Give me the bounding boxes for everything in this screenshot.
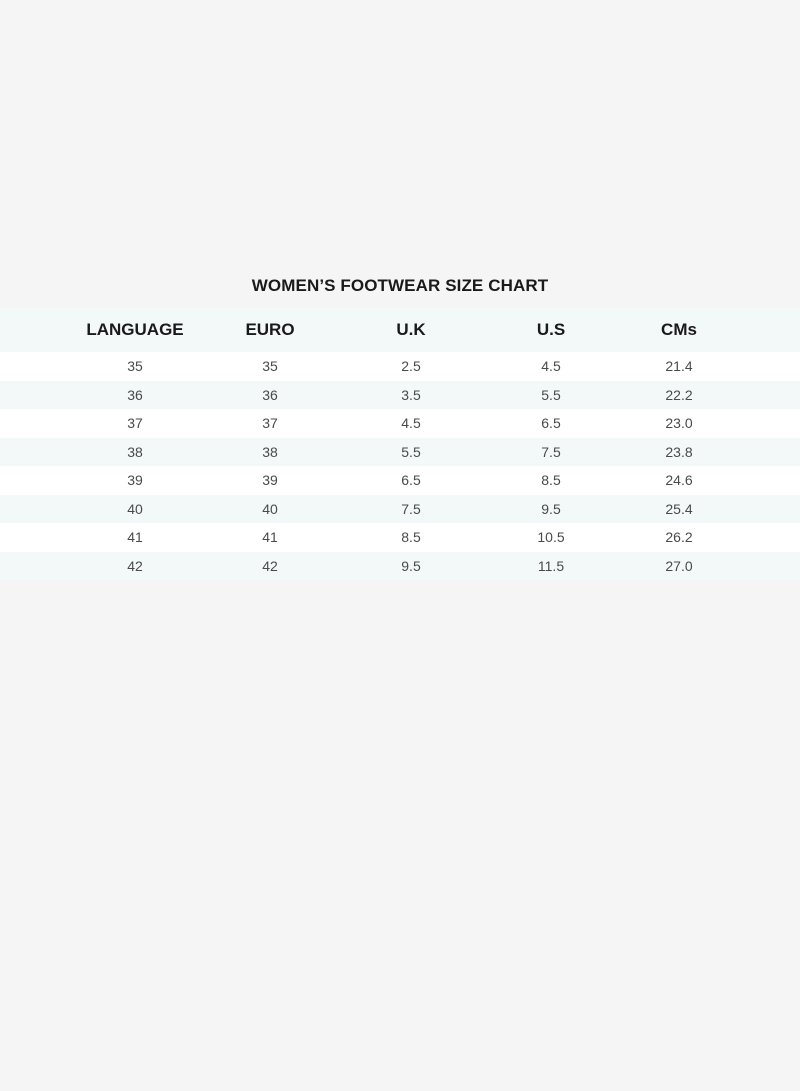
table-cell-cms: 21.4 [665, 358, 693, 374]
table-header-row [0, 308, 800, 352]
column-header-us: U.S [536, 320, 566, 339]
table-cell-euro: 36 [262, 386, 278, 403]
table-cell-uk: 4.5 [401, 415, 421, 431]
table-cell-uk: 7.5 [401, 500, 421, 517]
table-cell-us: 4.5 [541, 358, 561, 374]
table-row [0, 352, 800, 381]
table-cell-euro: 35 [262, 358, 278, 374]
table-cell-euro: 38 [262, 443, 278, 460]
chart-title: WOMEN’S FOOTWEAR SIZE CHART [251, 276, 549, 295]
table-cell-language: 38 [127, 443, 143, 460]
table-cell-cms: 23.0 [665, 415, 693, 431]
table-cell-cms: 27.0 [665, 557, 693, 574]
table-cell-language: 36 [127, 386, 143, 403]
table-cell-uk: 8.5 [401, 529, 421, 545]
table-row [0, 552, 800, 581]
table-cell-euro: 39 [262, 472, 278, 488]
table-cell-language: 39 [127, 472, 143, 488]
column-header-cms: CMs [661, 320, 697, 339]
table-cell-cms: 22.2 [665, 386, 693, 403]
table-row [0, 381, 800, 410]
table-cell-us: 7.5 [541, 443, 561, 460]
table-row [0, 409, 800, 438]
table-cell-us: 6.5 [541, 415, 561, 431]
table-cell-euro: 40 [262, 500, 278, 517]
table-cell-language: 37 [127, 415, 143, 431]
table-cell-us: 10.5 [537, 529, 565, 545]
table-cell-cms: 26.2 [665, 529, 693, 545]
table-cell-language: 41 [127, 529, 143, 545]
size-table [0, 308, 800, 580]
table-cell-language: 42 [127, 557, 143, 574]
table-cell-euro: 42 [262, 557, 278, 574]
table-cell-uk: 6.5 [401, 472, 421, 488]
table-cell-uk: 2.5 [401, 358, 421, 374]
table-cell-language: 35 [127, 358, 143, 374]
table-row [0, 523, 800, 552]
column-header-euro: EURO [245, 320, 295, 339]
table-row [0, 466, 800, 495]
column-header-language: LANGUAGE [86, 320, 184, 339]
table-cell-us: 11.5 [537, 557, 565, 574]
table-cell-uk: 3.5 [401, 386, 421, 403]
table-cell-euro: 37 [262, 415, 278, 431]
table-row [0, 438, 800, 467]
table-cell-cms: 24.6 [665, 472, 693, 488]
table-cell-euro: 41 [262, 529, 278, 545]
table-cell-us: 9.5 [541, 500, 561, 517]
table-cell-cms: 25.4 [665, 500, 693, 517]
table-cell-uk: 9.5 [401, 557, 421, 574]
column-header-uk: U.K [396, 320, 426, 339]
table-cell-us: 5.5 [541, 386, 561, 403]
table-row [0, 495, 800, 524]
table-cell-uk: 5.5 [401, 443, 421, 460]
table-cell-language: 40 [127, 500, 143, 517]
table-cell-us: 8.5 [541, 472, 561, 488]
table-body [0, 352, 800, 580]
table-cell-cms: 23.8 [665, 443, 693, 460]
